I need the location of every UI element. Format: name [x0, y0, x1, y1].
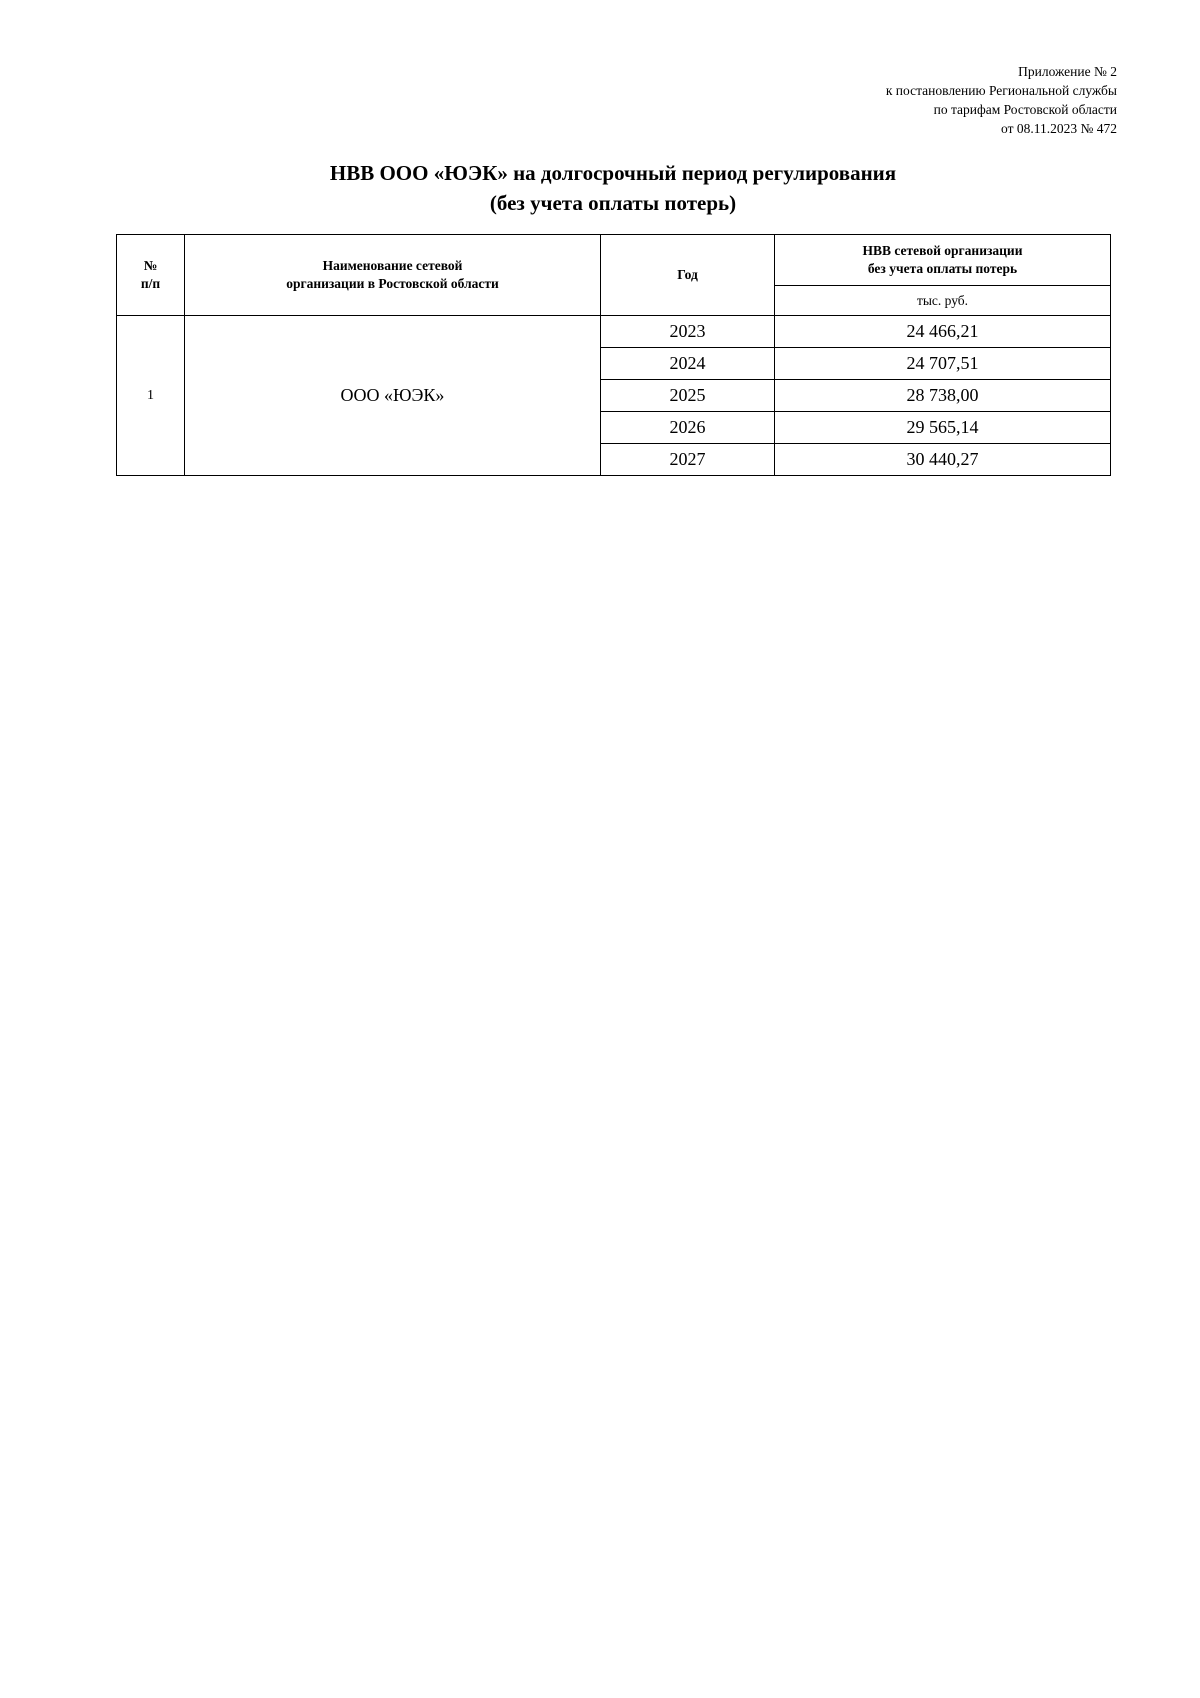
header-year: Год — [601, 235, 775, 316]
value-cell: 30 440,27 — [775, 444, 1111, 476]
year-cell: 2025 — [601, 380, 775, 412]
header-nvv: НВВ сетевой организации без учета оплаты потерь — [775, 235, 1111, 286]
annex-line-3: по тарифам Ростовской области — [933, 102, 1117, 117]
value-cell: 28 738,00 — [775, 380, 1111, 412]
header-unit: тыс. руб. — [775, 286, 1111, 316]
row-number: 1 — [117, 316, 185, 476]
year-cell: 2027 — [601, 444, 775, 476]
document-title — [116, 158, 1110, 218]
nvv-table — [116, 234, 1111, 476]
value-cell: 24 707,51 — [775, 348, 1111, 380]
year-cell: 2023 — [601, 316, 775, 348]
annex-line-4: от 08.11.2023 № 472 — [1001, 121, 1117, 136]
header-number: № п/п — [117, 235, 185, 316]
annex-reference — [886, 62, 1117, 138]
annex-line-2: к постановлению Региональной службы — [885, 83, 1117, 98]
title-line-2: (без учета оплаты потерь) — [489, 191, 737, 215]
header-org-name: Наименование сетевой организации в Ростовской области — [185, 235, 601, 316]
value-cell: 29 565,14 — [775, 412, 1111, 444]
table-row — [117, 316, 1111, 348]
annex-line-1: Приложение № 2 — [1018, 64, 1117, 79]
org-name: ООО «ЮЭК» — [185, 316, 601, 476]
year-cell: 2026 — [601, 412, 775, 444]
year-cell: 2024 — [601, 348, 775, 380]
table-header-row — [117, 235, 1111, 286]
title-line-1: НВВ ООО «ЮЭК» на долгосрочный период регулирования — [329, 161, 897, 185]
value-cell: 24 466,21 — [775, 316, 1111, 348]
